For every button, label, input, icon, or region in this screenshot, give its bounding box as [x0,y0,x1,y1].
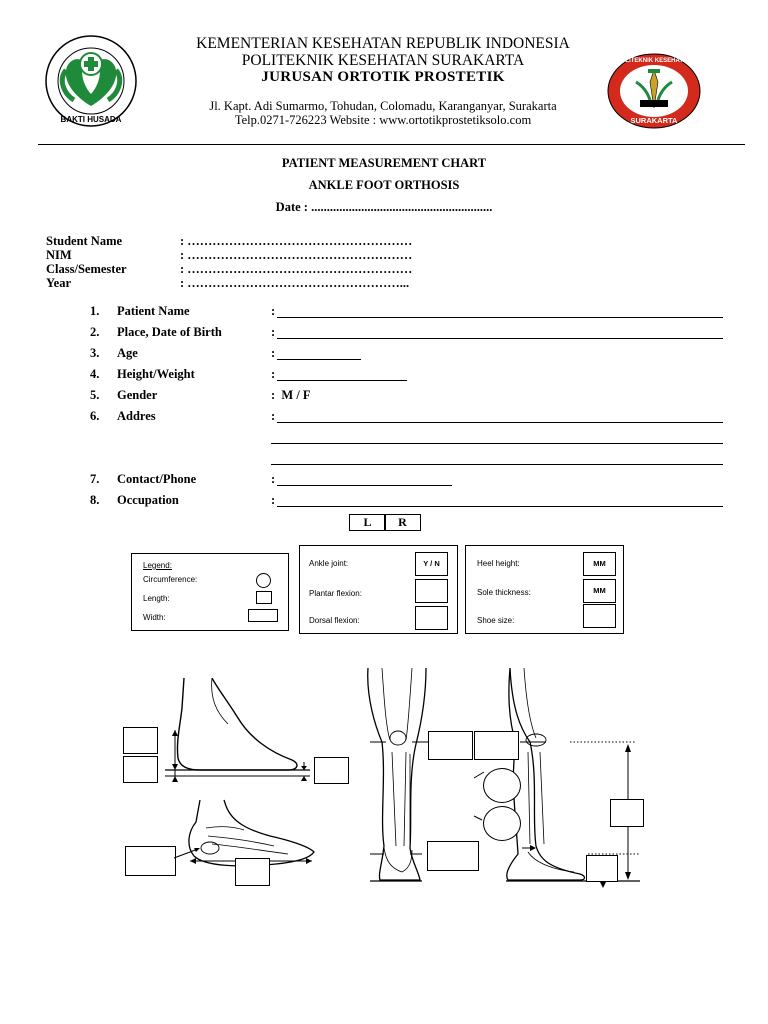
item-number: 8. [90,493,100,507]
lower-leg-circumference-circle[interactable] [483,806,521,841]
nim-label: NIM [46,248,72,262]
shoe-size-label: Shoe size: [477,616,515,625]
item-number: 7. [90,472,100,486]
rectangle-symbol-icon [248,609,278,622]
legend-length-label: Length: [143,594,170,603]
institution-name: POLITEKNIK KESEHATAN SURAKARTA [241,52,525,69]
form-subtitle: ANKLE FOOT ORTHOSIS [308,178,460,192]
item-number: 4. [90,367,100,381]
address-field-line-2[interactable] [271,443,723,444]
header-divider [38,144,745,145]
legend-circumference-label: Circumference: [143,575,198,584]
occupation-label: Occupation [117,493,179,507]
contact-phone-colon: : [271,472,276,486]
bakti-husada-logo [44,34,138,128]
leg-length-box[interactable] [610,799,644,827]
legend-title: Legend: [143,561,172,570]
svg-text:POLITEKNIK KESEHATAN: POLITEKNIK KESEHATAN [616,58,692,64]
shoe-panel [465,545,624,634]
politeknik-kesehatan-logo [606,52,702,130]
birth-place-date-field[interactable] [277,338,723,339]
patient-name-field[interactable] [277,317,723,318]
student-name-label: Student Name [46,234,123,248]
class-semester-label: Class/Semester [46,262,127,276]
contact-phone-label: Contact/Phone [117,472,197,486]
department-name: JURUSAN ORTOTIK PROSTETIK [261,69,505,85]
legend-width-label: Width: [143,613,166,622]
address-field-line-1[interactable] [277,422,723,423]
svg-text:BAKTI HUSADA: BAKTI HUSADA [60,115,122,124]
birth-place-date-colon: : [271,325,276,339]
svg-text:SURAKARTA: SURAKARTA [630,116,678,125]
sole-thickness-field[interactable]: MM [583,579,616,603]
plantar-flexion-field[interactable] [415,579,448,603]
contact-phone-field[interactable] [277,485,452,486]
knee-width-box[interactable] [474,731,519,760]
dorsal-flexion-field[interactable] [415,606,448,630]
foot-width-box[interactable] [125,846,176,876]
class-semester-field[interactable]: : ……………………………………………… [180,262,413,276]
ministry-name: KEMENTERIAN KESEHATAN REPUBLIK INDONESIA [196,35,570,52]
calf-circumference-circle[interactable] [483,768,521,803]
square-symbol-icon [256,591,272,604]
foot-width-pointer [172,846,202,860]
age-field[interactable] [277,359,361,360]
year-field[interactable]: : ……………………………………………... [180,276,410,290]
occupation-field[interactable] [277,506,723,507]
ankle-width-box[interactable] [427,841,479,871]
foot-length-box[interactable] [235,858,270,886]
heel-height-box[interactable] [123,756,158,783]
dorsal-flexion-label: Dorsal flexion: [309,616,360,625]
patient-name-label: Patient Name [117,304,190,318]
institution-contact: Telp.0271-726223 Website : www.ortotikprostetiksolo.com [234,113,532,127]
ankle-joint-panel [299,545,458,634]
sole-thickness-box[interactable] [314,757,349,784]
right-side-option[interactable]: R [384,514,421,531]
circle-symbol-icon [256,573,271,588]
age-colon: : [271,346,276,360]
plantar-flexion-label: Plantar flexion: [309,589,362,598]
address-label: Addres [117,409,156,423]
institution-address: Jl. Kapt. Adi Sumarmo, Tohudan, Colomadu, Karanganyar, Surakarta [209,99,557,113]
patient-name-colon: : [271,304,276,318]
occupation-colon: : [271,493,276,507]
item-number: 2. [90,325,100,339]
year-label: Year [46,276,71,290]
item-number: 5. [90,388,100,402]
nim-field[interactable]: : ……………………………………………… [180,248,413,262]
heel-height-label: Heel height: [477,559,520,568]
left-side-option[interactable]: L [349,514,386,531]
height-weight-label: Height/Weight [117,367,195,381]
height-weight-colon: : [271,367,276,381]
height-weight-field[interactable] [277,380,407,381]
gender-label: Gender [117,388,158,402]
address-field-line-3[interactable] [271,464,723,465]
ankle-joint-label: Ankle joint: [309,559,349,568]
shoe-size-field[interactable] [583,604,616,628]
malleolus-height-box[interactable] [586,855,618,882]
sole-thickness-label: Sole thickness: [477,588,531,597]
birth-place-date-label: Place, Date of Birth [117,325,222,339]
item-number: 6. [90,409,100,423]
age-label: Age [117,346,138,360]
student-name-field[interactable]: : ……………………………………………… [180,234,413,248]
legend-panel [131,553,289,631]
heel-to-ankle-height-box[interactable] [123,727,158,754]
item-number: 1. [90,304,100,318]
item-number: 3. [90,346,100,360]
ankle-joint-field[interactable]: Y / N [415,552,448,576]
form-title: PATIENT MEASUREMENT CHART [281,156,487,170]
knee-circumference-box[interactable] [428,731,473,760]
heel-height-field[interactable]: MM [583,552,616,576]
gender-field[interactable]: : M / F [271,388,311,402]
date-field[interactable]: Date : .......................................................... [275,200,493,214]
address-colon: : [271,409,276,423]
